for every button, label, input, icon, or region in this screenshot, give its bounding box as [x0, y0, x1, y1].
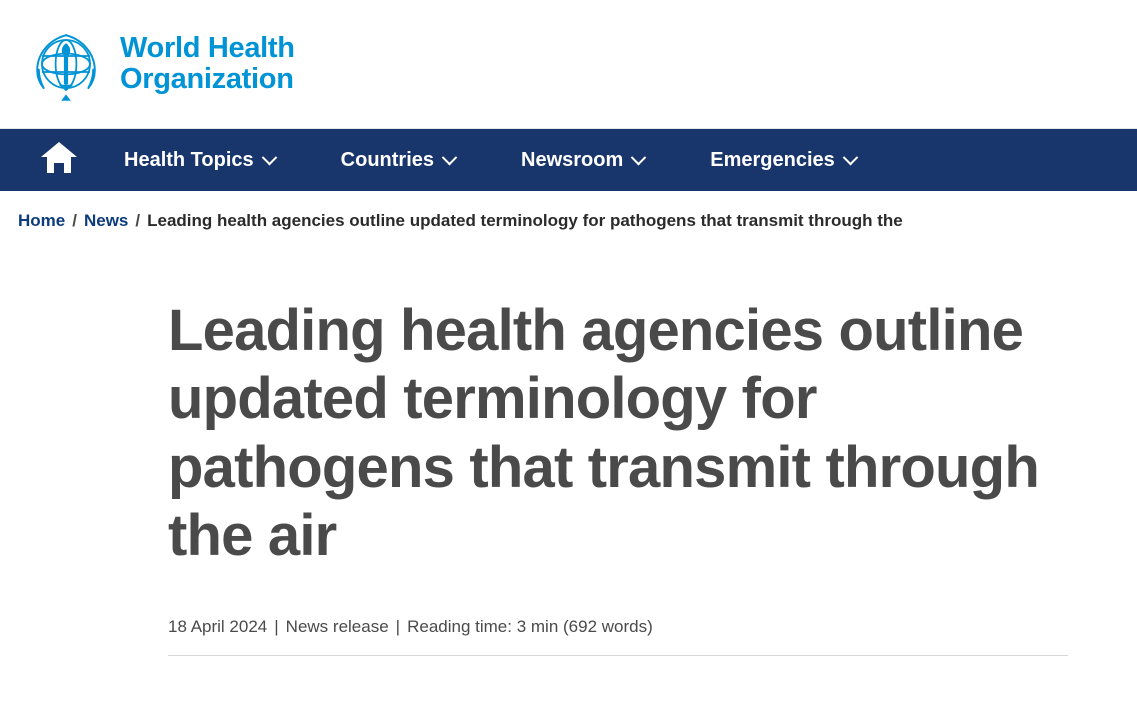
- nav-item-label: Emergencies: [710, 148, 835, 171]
- home-icon: [39, 140, 79, 181]
- primary-navigation: [0, 129, 1137, 191]
- nav-item-countries[interactable]: [341, 149, 455, 172]
- chevron-down-icon: [842, 149, 858, 165]
- nav-item-label: Countries: [340, 148, 434, 171]
- breadcrumb-item-news[interactable]: News: [83, 211, 129, 230]
- who-emblem-icon: [26, 24, 106, 104]
- meta-separator: |: [395, 616, 401, 636]
- article-meta: [168, 617, 1077, 637]
- wordmark-line-1: World Health: [120, 31, 295, 64]
- breadcrumb: [0, 191, 1137, 251]
- reading-time: Reading time: 3 min (692 words): [407, 616, 653, 636]
- nav-home-button[interactable]: [30, 129, 88, 191]
- breadcrumb-item-current: Leading health agencies outline updated terminology for pathogens that transmit through the: [147, 211, 903, 230]
- who-logo-link[interactable]: [26, 24, 295, 104]
- breadcrumb-item-home[interactable]: Home: [18, 211, 66, 230]
- nav-item-emergencies[interactable]: [710, 149, 856, 172]
- nav-item-newsroom[interactable]: [521, 149, 644, 172]
- nav-item-health-topics[interactable]: [124, 149, 275, 172]
- site-header: [0, 0, 1137, 129]
- chevron-down-icon: [442, 149, 458, 165]
- article-body: [0, 251, 1137, 656]
- who-wordmark: [120, 33, 295, 96]
- wordmark-line-2: Organization: [120, 63, 294, 95]
- article-type: News release: [285, 616, 389, 636]
- publish-date: 18 April 2024: [168, 616, 268, 636]
- breadcrumb-separator: /: [72, 211, 77, 230]
- breadcrumb-separator: /: [135, 211, 141, 230]
- meta-separator: |: [274, 616, 279, 636]
- page-title: Leading health agencies outline updated terminology for pathogens that transmit through the air: [168, 298, 1039, 569]
- nav-item-label: Health Topics: [124, 148, 254, 171]
- chevron-down-icon: [261, 149, 277, 165]
- meta-divider: [168, 655, 1068, 656]
- chevron-down-icon: [631, 149, 647, 165]
- nav-item-label: Newsroom: [521, 148, 624, 171]
